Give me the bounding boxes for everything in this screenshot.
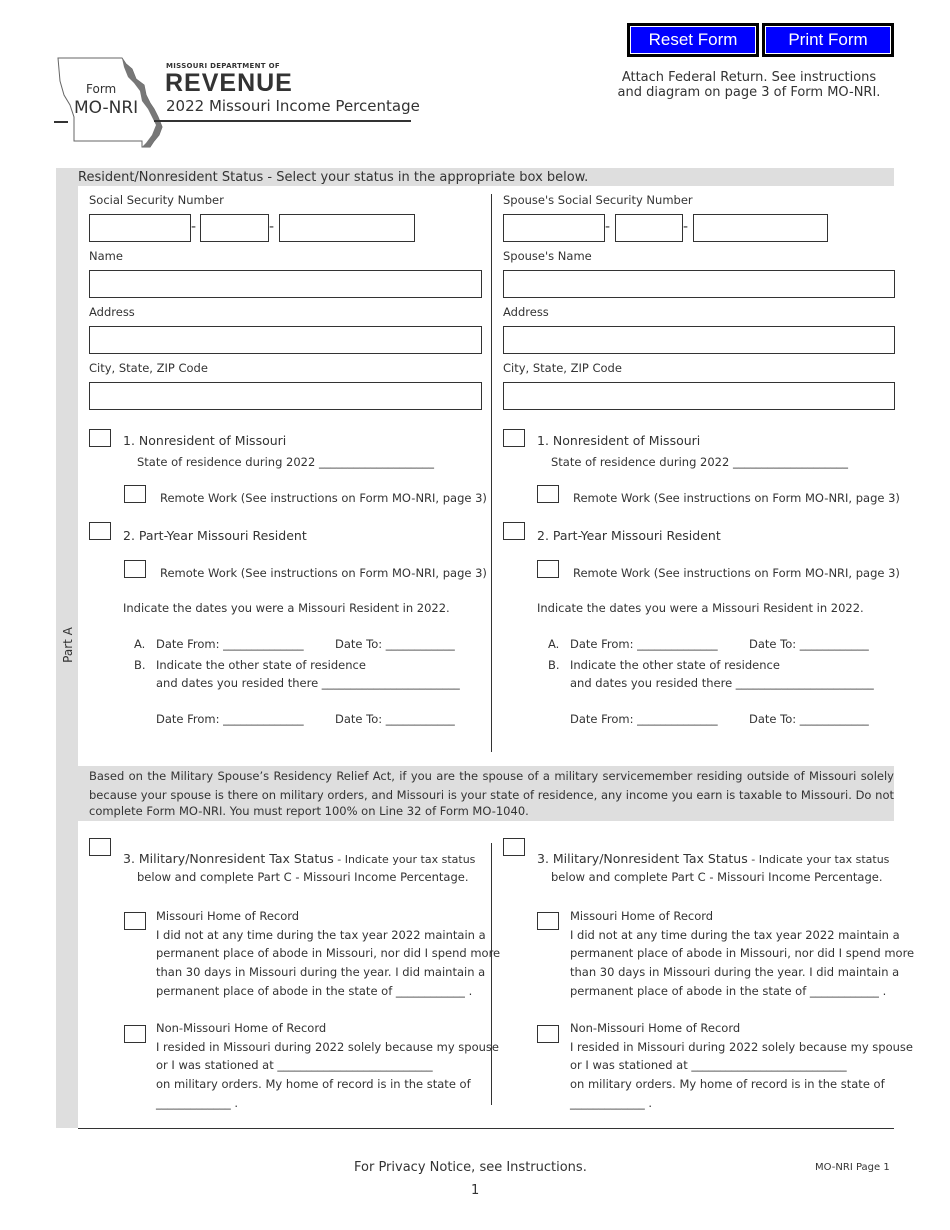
spouse-name-field[interactable]: [503, 270, 895, 298]
spouse-missouri-home-text: [570, 907, 914, 1001]
spouse-item-b-label: B.: [548, 658, 560, 672]
missouri-home-line-3: than 30 days in Missouri during the year. I did maintain a: [156, 965, 486, 980]
spouse-part-year-checkbox[interactable]: [503, 522, 525, 540]
spouse-remote-work-label-1: Remote Work (See instructions on Form MO-NRI, page 3): [573, 491, 900, 505]
spouse-military-status-checkbox[interactable]: [503, 838, 525, 856]
spouse-non-missouri-home-line-3: on military orders. My home of record is in the state of: [570, 1077, 885, 1092]
non-missouri-home-text: [156, 1019, 499, 1113]
part-year-checkbox[interactable]: [89, 522, 111, 540]
spouse-city-state-zip-label: City, State, ZIP Code: [503, 361, 622, 375]
spouse-remote-work-checkbox-1[interactable]: [537, 485, 559, 503]
spouse-ssn-field-2[interactable]: [615, 214, 683, 242]
spouse-non-missouri-home-text: [570, 1019, 913, 1113]
privacy-notice: For Privacy Notice, see Instructions.: [354, 1160, 587, 1175]
spouse-name-label: Spouse's Name: [503, 249, 592, 263]
spouse-ssn-field-3[interactable]: [693, 214, 828, 242]
name-label: Name: [89, 249, 123, 263]
column-divider-top: [491, 194, 492, 752]
ssn-field-1[interactable]: [89, 214, 191, 242]
spouse-resided-there-line: and dates you resided there ________________________: [570, 676, 874, 690]
military-note-line-3: complete Form MO-NRI. You must report 100% on Line 32 of Form MO-1040.: [89, 804, 529, 818]
state-of-residence-line: State of residence during 2022 ____________________: [137, 455, 434, 469]
military-note: [89, 767, 894, 804]
spouse-city-state-zip-field[interactable]: [503, 382, 895, 410]
ssn-label: Social Security Number: [89, 193, 224, 207]
spouse-military-status-instruction: - Indicate your tax status: [747, 853, 890, 866]
spouse-non-missouri-home-line-2: or I was stationed at ___________________________: [570, 1058, 847, 1073]
remote-work-label-1: Remote Work (See instructions on Form MO-NRI, page 3): [160, 491, 487, 505]
spouse-ssn-label: Spouse's Social Security Number: [503, 193, 693, 207]
non-missouri-home-line-3: on military orders. My home of record is in the state of: [156, 1077, 471, 1092]
military-status-checkbox[interactable]: [89, 838, 111, 856]
spouse-military-status-title-text: 3. Military/Nonresident Tax Status: [537, 851, 748, 866]
spouse-non-missouri-home-checkbox[interactable]: [537, 1025, 559, 1043]
missouri-home-checkbox[interactable]: [124, 912, 146, 930]
spouse-date-to-b: Date To: ____________: [749, 712, 869, 726]
spouse-other-state-text: Indicate the other state of residence: [570, 658, 780, 672]
page-reference: MO-NRI Page 1: [815, 1162, 890, 1173]
form-id: MO-NRI: [74, 98, 139, 118]
name-field[interactable]: [89, 270, 482, 298]
ssn-field-3[interactable]: [279, 214, 415, 242]
spouse-indicate-dates-text: Indicate the dates you were a Missouri Resident in 2022.: [537, 601, 864, 615]
date-from-a: Date From: ______________: [156, 637, 304, 651]
section-bottom-rule: [78, 1128, 894, 1129]
spouse-missouri-home-line-3: than 30 days in Missouri during the year. I did maintain a: [570, 965, 900, 980]
spouse-missouri-home-checkbox[interactable]: [537, 912, 559, 930]
form-id-rule: [54, 121, 68, 123]
remote-work-checkbox-1[interactable]: [124, 485, 146, 503]
remote-work-label-2: Remote Work (See instructions on Form MO-NRI, page 3): [160, 566, 487, 580]
military-status-title-text: 3. Military/Nonresident Tax Status: [123, 851, 334, 866]
missouri-home-title: Missouri Home of Record: [156, 909, 300, 923]
ssn-dash: -: [605, 219, 611, 235]
ssn-dash: -: [191, 219, 197, 235]
ssn-dash: -: [269, 219, 275, 235]
attach-note: [600, 70, 898, 100]
attach-note-line-2: and diagram on page 3 of Form MO-NRI.: [617, 85, 881, 100]
non-missouri-home-checkbox[interactable]: [124, 1025, 146, 1043]
spouse-remote-work-checkbox-2[interactable]: [537, 560, 559, 578]
nonresident-option-label: 1. Nonresident of Missouri: [123, 433, 287, 448]
military-status-line-2: below and complete Part C - Missouri Income Percentage.: [137, 870, 469, 884]
attach-note-line-1: Attach Federal Return. See instructions: [621, 70, 877, 85]
military-note-line-1: Based on the Military Spouse’s Residency Relief Act, if you are the spouse of a military servicemember residing outside of Missouri solely: [89, 769, 894, 783]
spouse-non-missouri-home-title: Non-Missouri Home of Record: [570, 1021, 741, 1035]
page-title: 2022 Missouri Income Percentage: [166, 97, 420, 115]
spouse-date-from-a: Date From: ______________: [570, 637, 718, 651]
city-state-zip-field[interactable]: [89, 382, 482, 410]
spouse-state-of-residence-line: State of residence during 2022 ____________________: [551, 455, 848, 469]
military-status-title: [123, 851, 475, 866]
date-from-b: Date From: ______________: [156, 712, 304, 726]
military-note-line-2: because your spouse is there on military orders, and Missouri is your state of residence, any income you earn is taxable to Missouri. Do not: [89, 787, 894, 802]
non-missouri-home-title: Non-Missouri Home of Record: [156, 1021, 327, 1035]
page-number: 1: [471, 1183, 480, 1198]
other-state-text: Indicate the other state of residence: [156, 658, 366, 672]
item-a-label: A.: [134, 637, 146, 651]
non-missouri-home-line-1: I resided in Missouri during 2022 solely because my spouse: [156, 1039, 499, 1054]
revenue-logo: REVENUE: [165, 69, 293, 97]
resided-there-line: and dates you resided there ________________________: [156, 676, 460, 690]
spouse-address-label: Address: [503, 305, 549, 319]
spouse-military-status-line-2: below and complete Part C - Missouri Income Percentage.: [551, 870, 883, 884]
item-b-label: B.: [134, 658, 146, 672]
spouse-military-status-title: [537, 851, 889, 866]
part-year-option-label: 2. Part-Year Missouri Resident: [123, 528, 307, 543]
missouri-home-line-4: permanent place of abode in the state of ____________ .: [156, 983, 473, 998]
print-form-button[interactable]: Print Form: [762, 23, 894, 57]
missouri-home-line-2: permanent place of abode in Missouri, nor did I spend more: [156, 946, 501, 961]
spouse-ssn-field-1[interactable]: [503, 214, 605, 242]
spouse-date-from-b: Date From: ______________: [570, 712, 718, 726]
missouri-home-text: [156, 907, 500, 1001]
missouri-home-line-1: I did not at any time during the tax year 2022 maintain a: [156, 927, 486, 942]
dept-line: MISSOURI DEPARTMENT OF: [166, 62, 280, 70]
date-to-b: Date To: ____________: [335, 712, 455, 726]
section-heading: Resident/Nonresident Status - Select your status in the appropriate box below.: [78, 170, 589, 185]
spouse-missouri-home-title: Missouri Home of Record: [570, 909, 714, 923]
part-a-label: Part A: [61, 627, 75, 663]
address-label: Address: [89, 305, 135, 319]
ssn-field-2[interactable]: [200, 214, 269, 242]
non-missouri-home-line-4: _____________ .: [156, 1095, 239, 1110]
spouse-missouri-home-line-1: I did not at any time during the tax year 2022 maintain a: [570, 927, 900, 942]
spouse-part-year-option-label: 2. Part-Year Missouri Resident: [537, 528, 721, 543]
spouse-item-a-label: A.: [548, 637, 560, 651]
spouse-date-to-a: Date To: ____________: [749, 637, 869, 651]
ssn-dash: -: [683, 219, 689, 235]
reset-form-button[interactable]: Reset Form: [627, 23, 759, 57]
spouse-non-missouri-home-line-4: _____________ .: [570, 1095, 653, 1110]
spouse-nonresident-checkbox[interactable]: [503, 429, 525, 447]
form-word: Form: [86, 82, 117, 96]
date-to-a: Date To: ____________: [335, 637, 455, 651]
spouse-address-field[interactable]: [503, 326, 895, 354]
spouse-remote-work-label-2: Remote Work (See instructions on Form MO-NRI, page 3): [573, 566, 900, 580]
military-status-instruction: - Indicate your tax status: [333, 853, 476, 866]
city-state-zip-label: City, State, ZIP Code: [89, 361, 208, 375]
remote-work-checkbox-2[interactable]: [124, 560, 146, 578]
nonresident-checkbox[interactable]: [89, 429, 111, 447]
indicate-dates-text: Indicate the dates you were a Missouri Resident in 2022.: [123, 601, 450, 615]
address-field[interactable]: [89, 326, 482, 354]
spouse-missouri-home-line-2: permanent place of abode in Missouri, nor did I spend more: [570, 946, 915, 961]
spouse-non-missouri-home-line-1: I resided in Missouri during 2022 solely because my spouse: [570, 1039, 913, 1054]
spouse-missouri-home-line-4: permanent place of abode in the state of ____________ .: [570, 983, 887, 998]
title-rule: [154, 120, 411, 122]
non-missouri-home-line-2: or I was stationed at ___________________________: [156, 1058, 433, 1073]
spouse-nonresident-option-label: 1. Nonresident of Missouri: [537, 433, 701, 448]
